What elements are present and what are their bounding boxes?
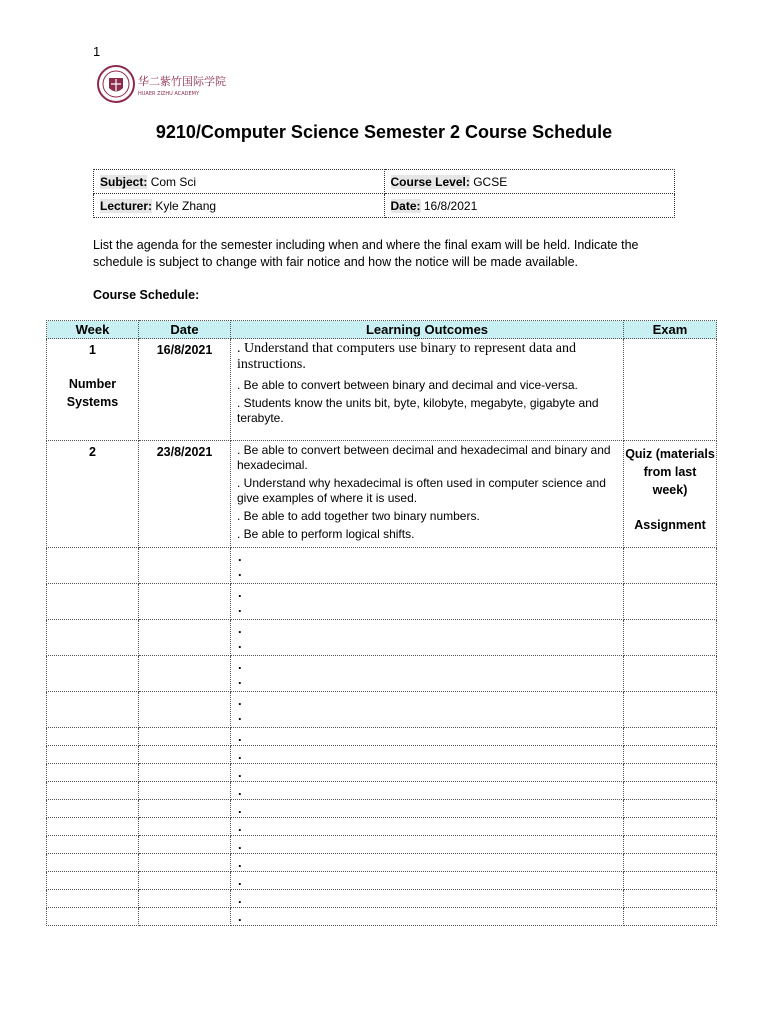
table-row [47, 800, 717, 818]
table-row [47, 441, 717, 548]
table-row [47, 339, 717, 441]
lecturer-value: Kyle Zhang [155, 198, 217, 213]
outcomes-cell [231, 890, 624, 908]
outcome-item: . Be able to convert between binary and decimal and vice-versa. [237, 378, 578, 392]
outcomes-cell [231, 441, 624, 548]
table-row [47, 890, 717, 908]
course-schedule-label: Course Schedule: [93, 288, 200, 302]
table-row [47, 728, 717, 746]
level-label: Course Level: [390, 174, 470, 189]
course-info-table [93, 169, 675, 218]
header-date: Date [139, 321, 231, 339]
bullet: . [238, 819, 242, 834]
bullet: . [238, 621, 242, 636]
bullet: . [238, 801, 242, 816]
bullet: . [238, 837, 242, 852]
outcomes-cell [231, 836, 624, 854]
table-row [47, 854, 717, 872]
table-row [47, 764, 717, 782]
bullet: . [238, 672, 242, 687]
bullet: . [238, 891, 242, 906]
subject-value: Com Sci [150, 174, 197, 189]
bullet: . [238, 729, 242, 744]
outcomes-cell [231, 818, 624, 836]
level-value: GCSE [473, 174, 508, 189]
header-learning-outcomes: Learning Outcomes [231, 321, 624, 339]
bullet: . [238, 747, 242, 762]
outcomes-cell [231, 854, 624, 872]
date-label: Date: [390, 198, 421, 213]
exam-assignment: Assignment [634, 518, 706, 532]
header-week: Week [47, 321, 139, 339]
week-cell [47, 339, 139, 441]
outcome-item: . Understand why hexadecimal is often used in computer science and give examples of where it is used. [237, 476, 606, 505]
outcome-item: . Be able to convert between decimal and hexadecimal and binary and hexadecimal. [237, 443, 611, 472]
bullet: . [238, 636, 242, 651]
table-row [47, 818, 717, 836]
outcomes-cell [231, 782, 624, 800]
table-row [47, 656, 717, 692]
date-cell: 16/8/2021 [139, 339, 231, 441]
bullet: . [238, 564, 242, 579]
date-cell: 23/8/2021 [139, 441, 231, 548]
bullet: . [238, 693, 242, 708]
bullet: . [238, 765, 242, 780]
table-row [47, 872, 717, 890]
outcomes-cell [231, 800, 624, 818]
bullet: . [238, 657, 242, 672]
outcomes-cell [231, 764, 624, 782]
level-cell [384, 170, 675, 194]
outcome-item: . Students know the units bit, byte, kilobyte, megabyte, gigabyte and terabyte. [237, 396, 599, 425]
bullet: . [238, 855, 242, 870]
date-cell [384, 194, 675, 218]
outcomes-cell [231, 339, 624, 441]
page-number: 1 [93, 44, 101, 59]
bullet: . [238, 708, 242, 723]
header-exam: Exam [624, 321, 717, 339]
page-title: 9210/Computer Science Semester 2 Course Schedule [155, 122, 613, 142]
outcomes-cell [231, 746, 624, 764]
bullet: . [238, 873, 242, 888]
outcome-item: . Be able to add together two binary numbers. [237, 509, 480, 523]
bullet: . [238, 585, 242, 600]
exam-quiz: Quiz (materials from last week) [625, 447, 715, 497]
outcome-item: . Be able to perform logical shifts. [237, 527, 415, 541]
bullet: . [238, 549, 242, 564]
bullet: . [238, 909, 242, 924]
subject-label: Subject: [100, 174, 148, 189]
instructions-text: List the agenda for the semester including when and where the final exam will be held. Indicate the schedule is subject to change with fair notice and how the notice will be made available. [93, 238, 639, 269]
week-topic: Number Systems [66, 377, 119, 409]
table-row [47, 548, 717, 584]
exam-cell [624, 441, 717, 548]
table-row [47, 908, 717, 926]
table-row [47, 746, 717, 764]
bullet: . [238, 783, 242, 798]
logo-text-en: HUAER ZIZHU ACADEMY [138, 91, 200, 97]
exam-cell [624, 339, 717, 441]
outcomes-cell [231, 620, 624, 656]
outcomes-cell [231, 692, 624, 728]
outcomes-cell [231, 548, 624, 584]
outcomes-cell [231, 728, 624, 746]
week-cell: 2 [47, 441, 139, 548]
outcomes-cell [231, 656, 624, 692]
lecturer-label: Lecturer: [100, 198, 153, 213]
table-row [47, 584, 717, 620]
table-row [47, 692, 717, 728]
subject-cell [94, 170, 385, 194]
schedule-table [46, 320, 717, 926]
date-value: 16/8/2021 [423, 198, 478, 213]
table-row [47, 836, 717, 854]
table-row [47, 782, 717, 800]
school-logo [96, 64, 226, 104]
outcomes-cell [231, 584, 624, 620]
table-row [47, 620, 717, 656]
bullet: . [238, 600, 242, 615]
week-number: 1 [89, 343, 96, 357]
outcomes-cell [231, 908, 624, 926]
outcomes-cell [231, 872, 624, 890]
lecturer-cell [94, 194, 385, 218]
logo-text-cn: 华二紫竹国际学院 [138, 75, 226, 88]
outcome-item: . Understand that computers use binary to represent data and instructions. [237, 341, 577, 372]
